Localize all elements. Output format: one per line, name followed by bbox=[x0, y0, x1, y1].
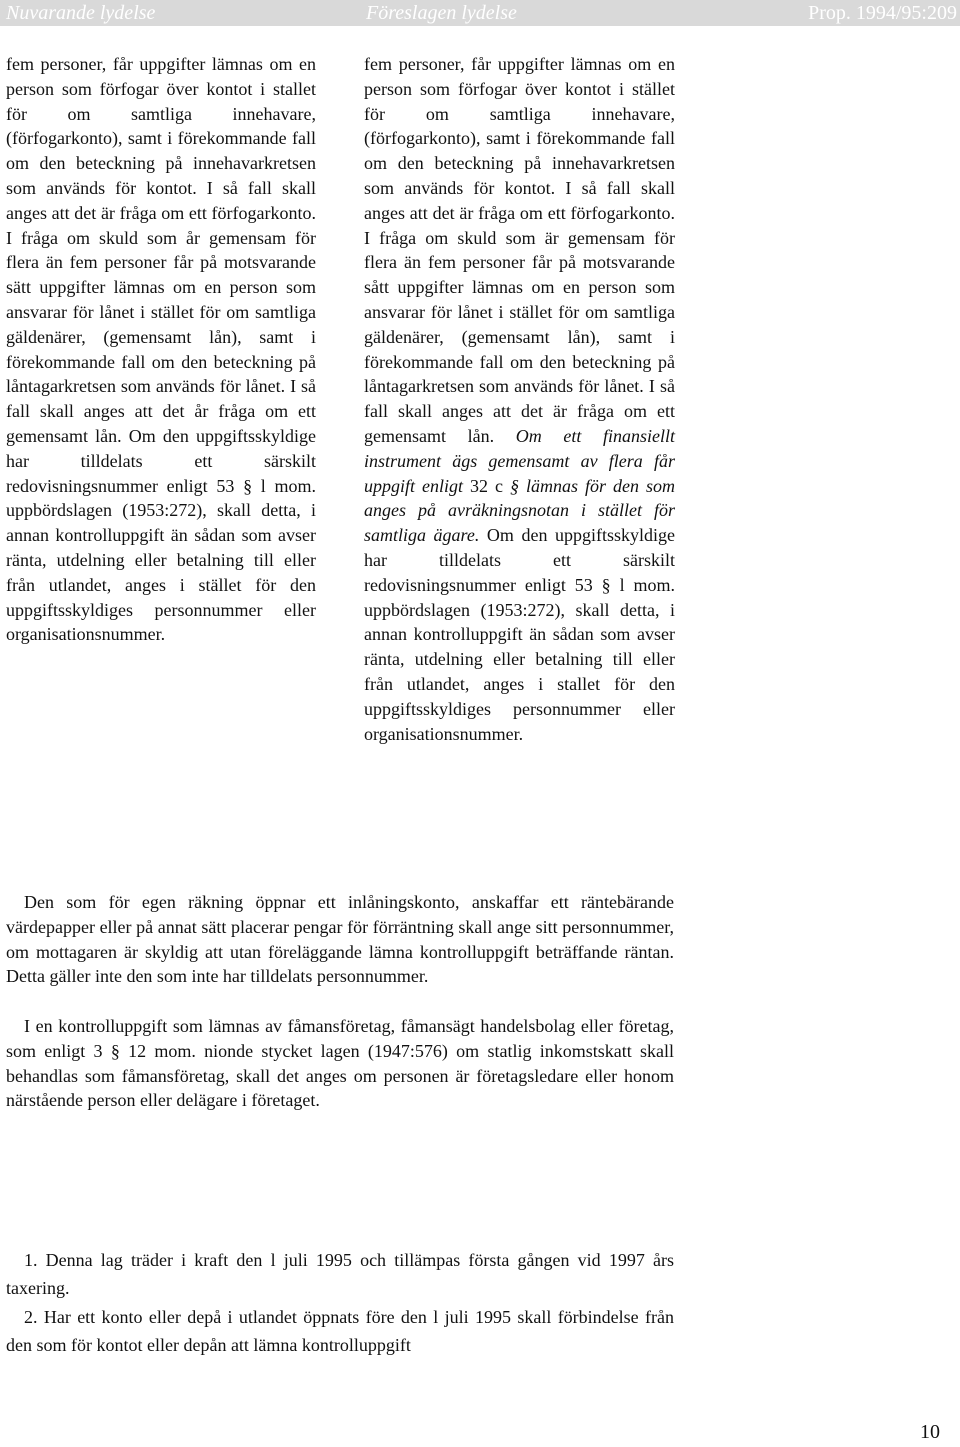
header-current-wording: Nuvarande lydelse bbox=[6, 2, 156, 24]
page-header bbox=[0, 0, 960, 26]
current-wording-text: fem personer, får uppgifter lämnas om en person som förfogar över kontot i stallet för om samtliga innehavare, (förfogarkonto), samt i förekommande fall om den beteckning på innehavarkretsen som används för kontot. I så fall skall anges att det är fråga om ett förfogarkonto. I fråga om skuld som år gemensam för flera än fem personer får på motsvarande sätt uppgifter lämnas om en person som ansvarar för lånet i stället för om samtliga gäldenärer, (gemensamt lån), samt i förekommande fall om den beteckning på låntagarkretsen som används för lånet. I så fall skall anges att det år fråga om ett gemensamt lån. Om den uppgiftsskyldige har tilldelats ett särskilt redovisningsnummer enligt 53 § l mom. uppbördslagen (1953:272), skall detta, i annan kontrolluppgift än sådan som avser ränta, utdelning eller betalning till eller från utlandet, anges i stället för den uppgiftsskyldiges personnummer eller organisationsnummer. bbox=[6, 54, 316, 645]
proposed-text-after: Om den uppgiftsskyldige har tilldelats ett särskilt redovisningsnummer enligt 53 § l mom. uppbördslagen (1953:272), skall detta, i annan kontrolluppgift än sådan som avser ränta, utdelning eller betalning till eller från utlandet, anges i stallet för den uppgiftsskyldiges personnummer eller organisationsnummer. bbox=[364, 525, 675, 744]
transitional-note-1: 1. Denna lag träder i kraft den l juli 1995 och tillämpas första gången vid 1997 års taxering. bbox=[6, 1250, 674, 1298]
proposed-section-ref: 32 c bbox=[470, 475, 503, 496]
body-paragraph-1: Den som för egen räkning öppnar ett inlåningskonto, anskaffar ett räntebärande värdepapper eller på annat sätt placerar pengar för förräntning skall ange sitt personnummer, om mottagaren är skyldig att utan föreläggande lämna kontrolluppgift beträffande räntan. Detta gäller inte den som inte har tilldelats personnummer. bbox=[6, 892, 674, 987]
transitional-note-2: 2. Har ett konto eller depå i utlandet öppnats före den l juli 1995 skall förbindelse från den som för kontot eller depån att lämna kontrolluppgift bbox=[6, 1307, 674, 1355]
header-proposition-number: Prop. 1994/95:209 bbox=[808, 2, 957, 24]
current-wording-column bbox=[6, 52, 316, 647]
proposed-text-before: fem personer, får uppgifter lämnas om en person som förfogar över kontot i stället för om samtliga innehavare, (förfogarkonto), samt i förekommande fall om den beteckning på innehavarkretsen som används för kontot. I så fall skall anges att det är fråga om ett förfogarkonto. I fråga om skuld som är gemensam för flera än fem personer får på motsvarande sått uppgifter lämnas om en person som ansvarar för lånet i stället för om samtliga gäldenärer, (gemensamt lån), samt i förekommande fall om den beteckning på låntagarkretsen som används för lånet. I så fall skall anges att det är fråga om ett gemensamt lån. bbox=[364, 54, 675, 446]
page-number: 10 bbox=[920, 1421, 940, 1443]
proposed-inserted-text-1: Om ett finansiellt instrument ägs gemensamt av flera får uppgift enligt bbox=[364, 425, 675, 496]
body-paragraph-2: I en kontrolluppgift som lämnas av fåmansföretag, fåmansägt handelsbolag eller företag, som enligt 3 § 12 mom. nionde stycket lagen (1947:576) om statlig inkomstskatt skall behandlas som fåmansföretag, skall det anges om personen är företagsledare eller honom närstående person eller delägare i företaget. bbox=[6, 1016, 674, 1111]
proposed-wording-column bbox=[364, 52, 675, 746]
proposed-inserted-text-2: § lämnas för den som anges på avräkningsnotan i stället för samtliga ägare. bbox=[364, 475, 675, 546]
header-proposed-wording: Föreslagen lydelse bbox=[366, 2, 517, 24]
